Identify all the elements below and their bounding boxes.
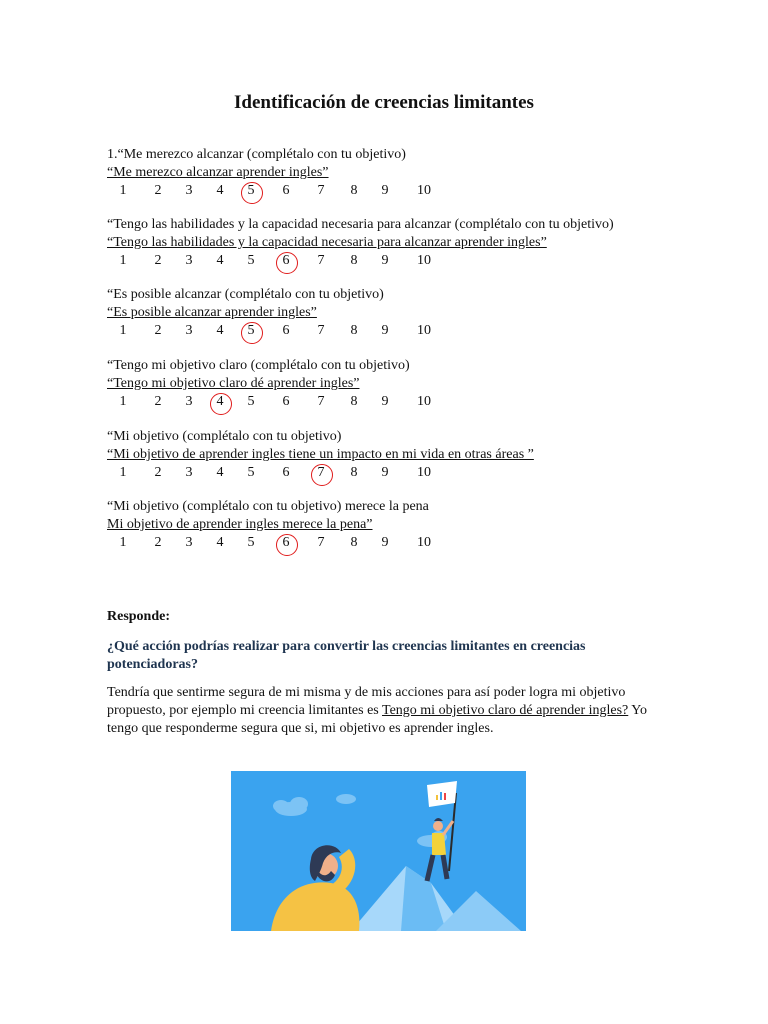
question-answer: “Es posible alcanzar aprender ingles” — [107, 305, 317, 320]
answer-underlined-belief: Tengo mi objetivo claro dé aprender ingles? — [382, 703, 629, 718]
rating-option[interactable]: 6 — [282, 323, 290, 338]
question-answer: “Tengo mi objetivo claro dé aprender ingles” — [107, 376, 360, 391]
rating-option[interactable]: 9 — [381, 253, 389, 268]
rating-option[interactable]: 8 — [350, 323, 358, 338]
rating-scale — [107, 393, 431, 411]
question-answer: “Mi objetivo de aprender ingles tiene un impacto en mi vida en otras áreas ” — [107, 447, 534, 462]
rating-option[interactable]: 1 — [119, 183, 127, 198]
reflection-answer — [107, 684, 657, 738]
question-prompt: 1.“Me merezco alcanzar (complétalo con tu objetivo) — [107, 147, 406, 162]
goal-illustration — [231, 771, 526, 931]
rating-option[interactable]: 5 — [247, 535, 255, 550]
rating-option[interactable]: 8 — [350, 394, 358, 409]
answer-text-part2: Yo tengo que responderme segura que si, mi objetivo es aprender ingles. — [107, 703, 647, 736]
rating-option[interactable]: 6 — [282, 394, 290, 409]
rating-scale — [107, 182, 431, 200]
rating-option[interactable]: 9 — [381, 394, 389, 409]
rating-option[interactable]: 2 — [154, 253, 162, 268]
belief-question-2 — [107, 216, 614, 270]
question-prompt: “Mi objetivo (complétalo con tu objetivo) — [107, 429, 342, 444]
reflection-question: ¿Qué acción podrías realizar para convertir las creencias limitantes en creencias potenciadoras? — [107, 639, 586, 672]
rating-option[interactable]: 8 — [350, 535, 358, 550]
rating-option[interactable]: 10 — [417, 394, 431, 409]
rating-scale — [107, 464, 534, 482]
rating-option[interactable]: 9 — [381, 535, 389, 550]
rating-option-selected[interactable]: 4 — [208, 393, 232, 411]
rating-option-selected[interactable]: 7 — [309, 464, 333, 482]
rating-option[interactable]: 1 — [119, 465, 127, 480]
rating-option[interactable]: 10 — [417, 465, 431, 480]
page-title: Identificación de creencias limitantes — [234, 92, 534, 113]
question-answer: “Tengo las habilidades y la capacidad necesaria para alcanzar aprender ingles” — [107, 235, 547, 250]
rating-option[interactable]: 7 — [317, 183, 325, 198]
question-prompt: “Mi objetivo (complétalo con tu objetivo) merece la pena — [107, 499, 429, 514]
rating-option[interactable]: 7 — [317, 394, 325, 409]
rating-option[interactable]: 5 — [247, 253, 255, 268]
rating-option[interactable]: 4 — [216, 323, 224, 338]
rating-option[interactable]: 3 — [185, 183, 193, 198]
rating-option[interactable]: 10 — [417, 253, 431, 268]
rating-option-selected[interactable]: 5 — [239, 182, 263, 200]
rating-option[interactable]: 2 — [154, 535, 162, 550]
rating-option[interactable]: 4 — [216, 535, 224, 550]
rating-option[interactable]: 5 — [247, 465, 255, 480]
question-answer: “Me merezco alcanzar aprender ingles” — [107, 165, 329, 180]
rating-option[interactable]: 9 — [381, 183, 389, 198]
responde-label: Responde: — [107, 609, 171, 624]
question-prompt: “Es posible alcanzar (complétalo con tu objetivo) — [107, 287, 384, 302]
rating-option[interactable]: 8 — [350, 465, 358, 480]
rating-scale — [107, 534, 429, 552]
rating-option[interactable]: 3 — [185, 323, 193, 338]
belief-question-3 — [107, 286, 431, 340]
rating-scale — [107, 252, 614, 270]
rating-option[interactable]: 4 — [216, 465, 224, 480]
question-prompt: “Tengo las habilidades y la capacidad necesaria para alcanzar (complétalo con tu objetivo) — [107, 217, 614, 232]
rating-option-selected[interactable]: 5 — [239, 322, 263, 340]
rating-option[interactable]: 8 — [350, 253, 358, 268]
rating-option[interactable]: 2 — [154, 394, 162, 409]
belief-question-1 — [107, 146, 431, 200]
rating-option[interactable]: 8 — [350, 183, 358, 198]
rating-option[interactable]: 9 — [381, 323, 389, 338]
rating-option[interactable]: 2 — [154, 323, 162, 338]
rating-option[interactable]: 3 — [185, 394, 193, 409]
rating-scale — [107, 322, 431, 340]
rating-option[interactable]: 1 — [119, 394, 127, 409]
rating-option[interactable]: 7 — [317, 253, 325, 268]
belief-question-4 — [107, 357, 431, 411]
rating-option[interactable]: 6 — [282, 183, 290, 198]
rating-option[interactable]: 5 — [247, 394, 255, 409]
rating-option[interactable]: 3 — [185, 535, 193, 550]
rating-option[interactable]: 1 — [119, 535, 127, 550]
illustration-svg — [231, 771, 526, 931]
rating-option[interactable]: 2 — [154, 465, 162, 480]
rating-option[interactable]: 9 — [381, 465, 389, 480]
rating-option[interactable]: 3 — [185, 253, 193, 268]
question-answer: Mi objetivo de aprender ingles merece la pena” — [107, 517, 373, 532]
rating-option[interactable]: 4 — [216, 253, 224, 268]
rating-option[interactable]: 3 — [185, 465, 193, 480]
rating-option-selected[interactable]: 6 — [274, 252, 298, 270]
rating-option-selected[interactable]: 6 — [274, 534, 298, 552]
rating-option[interactable]: 10 — [417, 323, 431, 338]
rating-option[interactable]: 1 — [119, 323, 127, 338]
rating-option[interactable]: 1 — [119, 253, 127, 268]
belief-question-6 — [107, 498, 429, 552]
belief-question-5 — [107, 428, 534, 482]
rating-option[interactable]: 7 — [317, 323, 325, 338]
rating-option[interactable]: 6 — [282, 465, 290, 480]
question-prompt: “Tengo mi objetivo claro (complétalo con tu objetivo) — [107, 358, 410, 373]
answer-text-part1: Tendría que sentirme segura de mi misma y de mis acciones para así poder logra mi objetivo propuesto, por ejemplo mi creencia limitantes es — [107, 685, 626, 718]
rating-option[interactable]: 10 — [417, 183, 431, 198]
rating-option[interactable]: 2 — [154, 183, 162, 198]
rating-option[interactable]: 4 — [216, 183, 224, 198]
rating-option[interactable]: 7 — [317, 535, 325, 550]
rating-option[interactable]: 10 — [417, 535, 431, 550]
